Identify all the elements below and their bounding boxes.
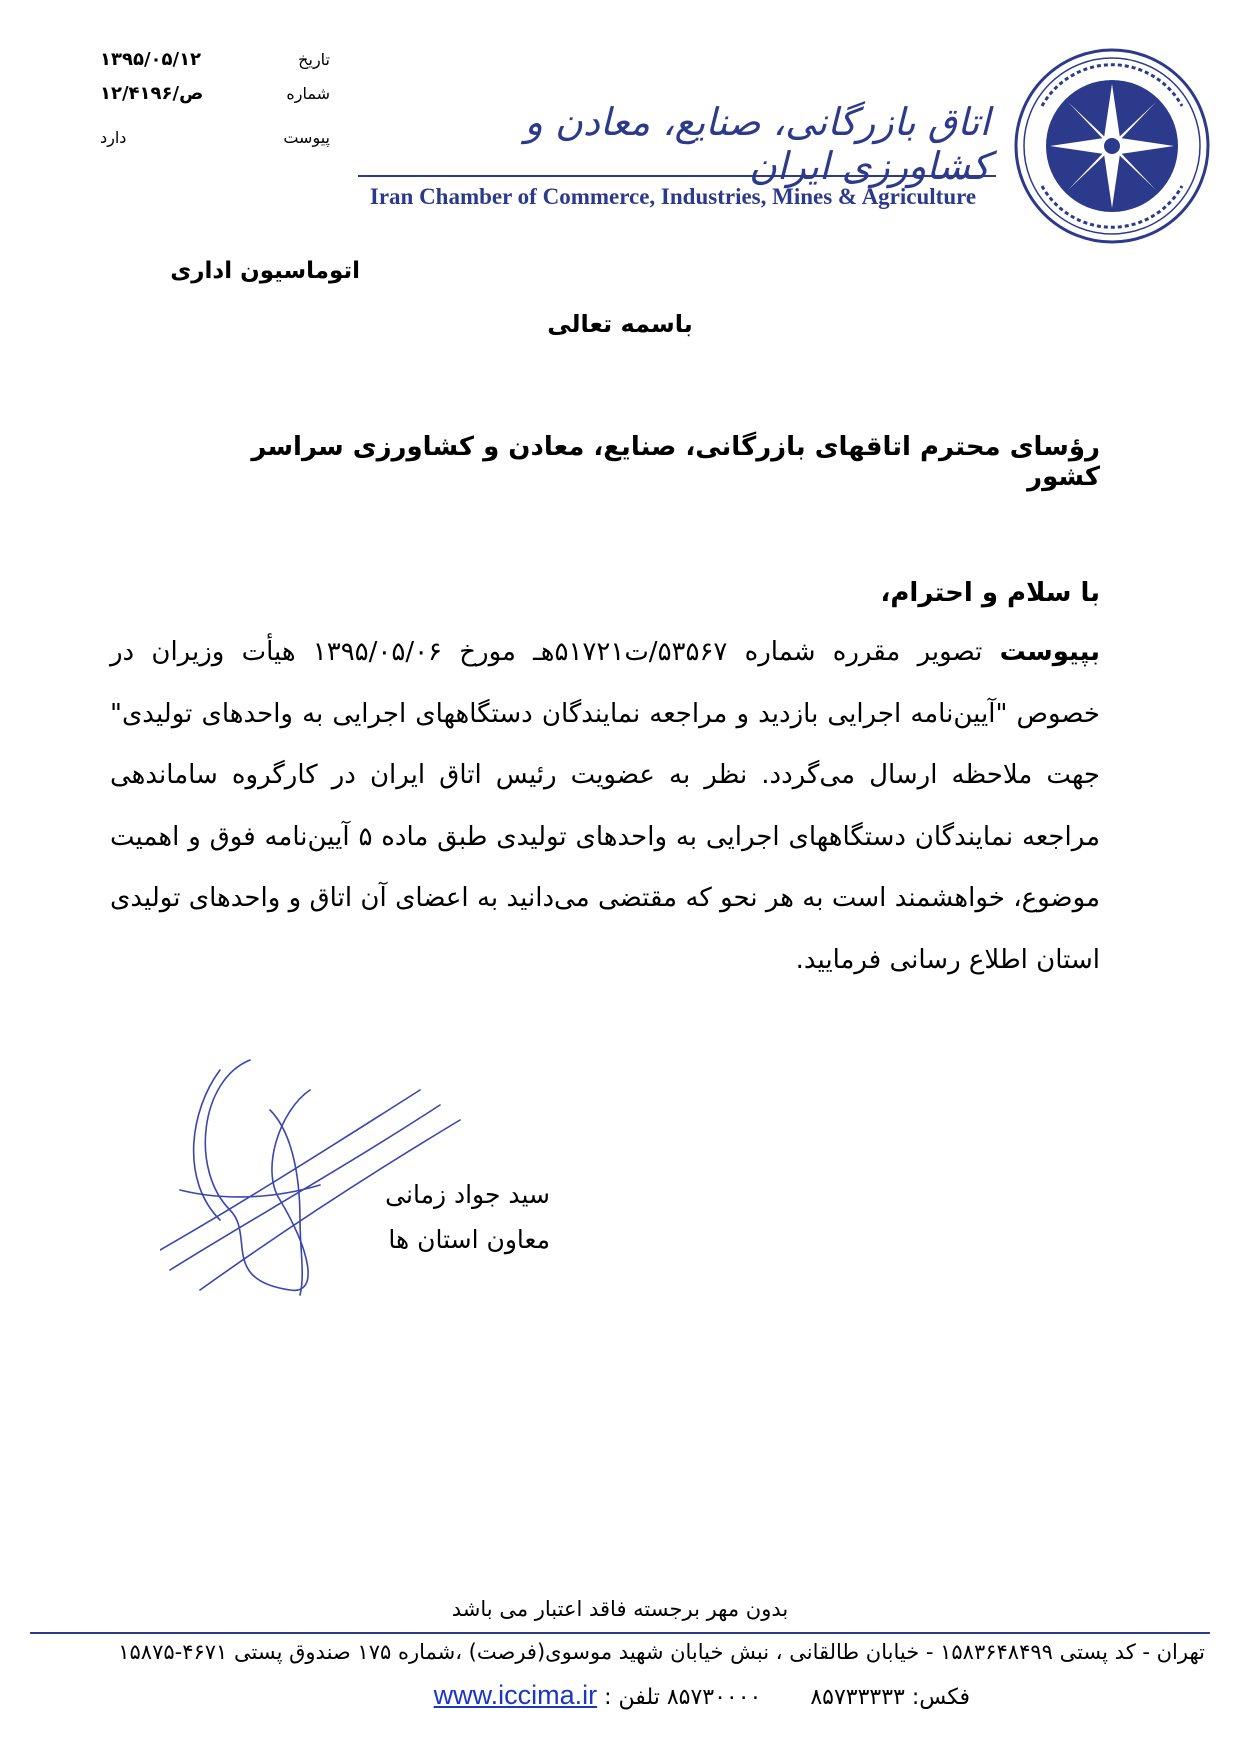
number-row xyxy=(100,78,330,108)
addressee: رؤسای محترم اتاقهای بازرگانی، صنایع، معادن و کشاورزی سراسر کشور xyxy=(251,432,1100,492)
org-name-fa: اتاق بازرگانی، صنایع، معادن و کشاورزی ایران xyxy=(524,100,990,188)
office-automation-label: اتوماسیون اداری xyxy=(170,258,360,284)
org-name-en: Iran Chamber of Commerce, Industries, Mines & Agriculture xyxy=(369,184,977,209)
website-link[interactable]: www.iccima.ir xyxy=(433,1680,598,1710)
letter-body-lead: بپیوست xyxy=(999,637,1100,667)
number-value: ۱۲/۴۱۹۶/ص xyxy=(100,82,204,104)
attachment-label: پیوست xyxy=(283,127,330,147)
letter-body xyxy=(110,622,1100,991)
signatory-title: معاون استان ها xyxy=(388,1225,550,1254)
footer-divider xyxy=(30,1632,1210,1634)
chamber-logo-icon xyxy=(1012,46,1212,246)
header-divider xyxy=(358,175,996,177)
footer-note: بدون مهر برجسته فاقد اعتبار می باشد xyxy=(451,1597,789,1621)
phone-value: ۸۵۷۳۰۰۰۰ xyxy=(666,1685,762,1710)
fax-label: فکس: xyxy=(911,1685,970,1710)
basmeh-heading: باسمه تعالی xyxy=(547,310,693,338)
greeting: با سلام و احترام، xyxy=(880,578,1100,608)
footer-address: تهران - کد پستی ۱۵۸۳۶۴۸۴۹۹ - خیابان طالقانی ، نبش خیابان شهید موسوی(فرصت) ،شماره ۱۷۵ صندوق پستی ۴۶۷۱-۱۵۸۷۵ xyxy=(118,1640,1205,1664)
attachment-value: دارد xyxy=(100,127,127,147)
signatory-name: سید جواد زمانی xyxy=(385,1180,550,1209)
number-label: شماره xyxy=(286,83,330,103)
letter-body-text: تصویر مقرره شماره ۵۳۵۶۷/ت۵۱۷۲۱هـ مورخ ۱۳۹۵/۰۵/۰۶ هیأت وزیران در خصوص "آیین‌نامه اجرایی بازدید و مراجعه نمایندگان دستگاههای اجرایی به واحدهای تولیدی" جهت ملاحظه ارسال می‌گردد. نظر به عضویت رئیس اتاق ایران در کارگروه ساماندهی مراجعه نمایندگان دستگاههای اجرایی به واحدهای تولیدی طبق ماده ۵ آیین‌نامه فوق و اهمیت موضوع، خواهشمند است به هر نحو که مقتضی می‌دانید به اعضای آن اتاق و واحدهای تولیدی استان اطلاع رسانی فرمایید. xyxy=(110,637,1100,975)
phone-label: تلفن : xyxy=(604,1685,660,1710)
attachment-row xyxy=(100,122,330,152)
date-label: تاریخ xyxy=(298,49,330,69)
fax-value: ۸۵۷۳۳۳۳۳ xyxy=(810,1685,905,1710)
date-value: ۱۳۹۵/۰۵/۱۲ xyxy=(100,48,202,70)
footer-contact xyxy=(340,1680,970,1711)
date-row xyxy=(100,44,330,74)
